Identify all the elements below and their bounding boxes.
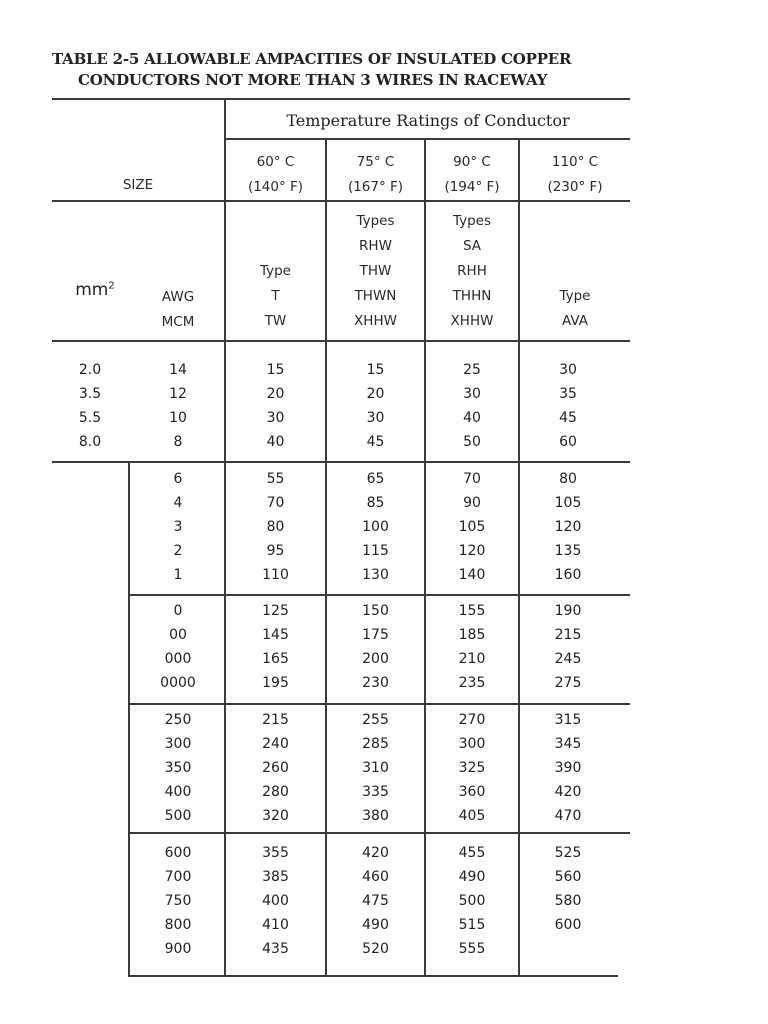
ampacity-75c-cell: 200 xyxy=(362,651,389,667)
ampacity-110c-cell: 470 xyxy=(554,808,582,824)
group-3-c110-column xyxy=(520,599,616,695)
mm2-cell: 8.0 xyxy=(78,434,102,450)
awg-cell: 0000 xyxy=(160,675,196,691)
ampacity-60c-cell: 145 xyxy=(262,627,289,643)
group-3-c90-column xyxy=(426,599,518,695)
group-1-mm2-column xyxy=(60,358,120,454)
ampacity-110c-cell: 190 xyxy=(554,603,582,619)
awg-cell: 250 xyxy=(164,712,192,728)
ampacity-60c-cell: 95 xyxy=(266,543,285,559)
temp-60-header xyxy=(226,150,325,200)
awg-cell: 700 xyxy=(164,869,192,885)
ampacity-75c-cell: 100 xyxy=(362,519,389,535)
ampacity-60c-cell: 125 xyxy=(262,603,289,619)
ampacity-75c-cell: 175 xyxy=(362,627,389,643)
type-75-line: XHHW xyxy=(354,313,397,329)
group-4-c75-column xyxy=(327,708,424,828)
ampacity-110c-cell: 45 xyxy=(559,410,577,426)
temp-90-c: 90° C xyxy=(453,154,491,170)
ampacity-60c-cell: 260 xyxy=(262,760,289,776)
awg-cell: 14 xyxy=(169,362,187,378)
rule-below-temps xyxy=(52,200,630,202)
temp-110-header xyxy=(520,150,630,200)
ampacity-110c-cell: 105 xyxy=(554,495,582,511)
ampacity-60c-cell: 240 xyxy=(262,736,289,752)
ampacity-75c-cell: 475 xyxy=(362,893,389,909)
group-3-awg-column xyxy=(132,599,224,695)
ampacity-60c-cell: 55 xyxy=(266,471,285,487)
ampacity-75c-cell: 285 xyxy=(362,736,389,752)
awg-cell: 00 xyxy=(169,627,187,643)
awg-label: AWG xyxy=(161,289,195,305)
type-75-line: THWN xyxy=(354,288,397,304)
awg-cell: 6 xyxy=(173,471,183,487)
ampacity-110c-cell xyxy=(520,937,616,961)
group-1-c90-column xyxy=(426,358,518,454)
ampacity-75c-cell: 490 xyxy=(362,917,389,933)
temp-75-header xyxy=(327,150,424,200)
ampacity-75c-cell: 460 xyxy=(362,869,389,885)
mm2-cell: 5.5 xyxy=(78,410,102,426)
ampacity-90c-cell: 455 xyxy=(458,845,486,861)
ampacity-75c-cell: 380 xyxy=(362,808,389,824)
type-90-header xyxy=(426,209,518,334)
type-90-line: THHN xyxy=(452,288,492,304)
ampacity-60c-cell: 400 xyxy=(262,893,289,909)
ampacity-60c-cell: 165 xyxy=(262,651,289,667)
group-4-awg-column xyxy=(132,708,224,828)
group-1-c110-column xyxy=(520,358,616,454)
ampacity-110c-cell: 390 xyxy=(554,760,582,776)
table-title-line-2: CONDUCTORS NOT MORE THAN 3 WIRES IN RACEWAY xyxy=(78,71,548,89)
awg-cell: 4 xyxy=(173,495,183,511)
ampacity-90c-cell: 25 xyxy=(463,362,481,378)
ampacity-75c-cell: 520 xyxy=(362,941,389,957)
ampacity-110c-cell: 80 xyxy=(559,471,577,487)
ampacity-75c-cell: 150 xyxy=(362,603,389,619)
ampacity-60c-cell: 320 xyxy=(262,808,289,824)
type-75-header xyxy=(327,209,424,334)
ampacity-90c-cell: 405 xyxy=(458,808,486,824)
rule-bottom xyxy=(128,975,618,977)
group-3-c60-column xyxy=(226,599,325,695)
temp-75-f: (167° F) xyxy=(347,179,404,195)
ampacity-110c-cell: 245 xyxy=(554,651,582,667)
awg-cell: 1 xyxy=(173,567,183,583)
ampacity-75c-cell: 30 xyxy=(366,410,385,426)
mm2-heading xyxy=(60,280,130,300)
type-90-line: SA xyxy=(462,238,482,254)
ampacity-75c-cell: 420 xyxy=(362,845,389,861)
awg-mcm-heading xyxy=(132,285,224,335)
temp-60-c: 60° C xyxy=(256,154,295,170)
ampacity-75c-cell: 20 xyxy=(366,386,385,402)
ampacity-75c-cell: 255 xyxy=(362,712,389,728)
ampacity-110c-cell: 60 xyxy=(559,434,577,450)
ampacity-75c-cell: 85 xyxy=(366,495,385,511)
ampacity-110c-cell: 600 xyxy=(554,917,582,933)
group-2-awg-column xyxy=(132,467,224,587)
rule-group-4 xyxy=(128,832,630,834)
ampacity-60c-cell: 110 xyxy=(262,567,289,583)
ampacity-110c-cell: 525 xyxy=(554,845,582,861)
ampacity-75c-cell: 310 xyxy=(362,760,389,776)
ampacity-110c-cell: 30 xyxy=(559,362,577,378)
temp-60-f: (140° F) xyxy=(247,179,304,195)
type-110-line: AVA xyxy=(562,313,588,329)
awg-cell: 000 xyxy=(164,651,192,667)
group-5-c110-column xyxy=(520,841,616,961)
ampacity-75c-cell: 15 xyxy=(366,362,385,378)
type-60-header xyxy=(226,259,325,334)
type-110-line: Type xyxy=(559,288,591,304)
ampacity-90c-cell: 515 xyxy=(458,917,486,933)
ampacity-60c-cell: 40 xyxy=(266,434,285,450)
ampacity-110c-cell: 560 xyxy=(554,869,582,885)
awg-cell: 8 xyxy=(173,434,183,450)
ampacity-110c-cell: 135 xyxy=(554,543,582,559)
ampacity-60c-cell: 195 xyxy=(262,675,289,691)
mm2-superscript: 2 xyxy=(108,280,115,292)
awg-cell: 500 xyxy=(164,808,192,824)
mm2-cell: 2.0 xyxy=(78,362,102,378)
awg-cell: 600 xyxy=(164,845,192,861)
type-60-line: TW xyxy=(264,313,287,329)
ampacity-75c-cell: 65 xyxy=(366,471,385,487)
awg-cell: 750 xyxy=(164,893,192,909)
group-1-c60-column xyxy=(226,358,325,454)
ampacity-60c-cell: 30 xyxy=(266,410,285,426)
group-5-awg-column xyxy=(132,841,224,961)
group-5-c75-column xyxy=(327,841,424,961)
ampacity-75c-cell: 335 xyxy=(362,784,389,800)
ampacity-90c-cell: 90 xyxy=(463,495,481,511)
ampacity-90c-cell: 140 xyxy=(458,567,486,583)
rule-v-awg xyxy=(128,461,130,975)
ampacity-60c-cell: 80 xyxy=(266,519,285,535)
temp-75-c: 75° C xyxy=(356,154,395,170)
ampacity-110c-cell: 315 xyxy=(554,712,582,728)
awg-cell: 12 xyxy=(169,386,187,402)
awg-cell: 300 xyxy=(164,736,192,752)
ampacity-60c-cell: 215 xyxy=(262,712,289,728)
ampacity-90c-cell: 120 xyxy=(458,543,486,559)
ampacity-60c-cell: 70 xyxy=(266,495,285,511)
awg-cell: 350 xyxy=(164,760,192,776)
ampacity-90c-cell: 500 xyxy=(458,893,486,909)
awg-cell: 3 xyxy=(173,519,183,535)
ampacity-90c-cell: 270 xyxy=(458,712,486,728)
ampacity-90c-cell: 360 xyxy=(458,784,486,800)
awg-cell: 0 xyxy=(173,603,183,619)
type-110-header xyxy=(520,284,630,334)
type-60-line: T xyxy=(271,288,280,304)
ampacity-60c-cell: 385 xyxy=(262,869,289,885)
ampacity-60c-cell: 280 xyxy=(262,784,289,800)
ampacity-110c-cell: 35 xyxy=(559,386,577,402)
ampacity-90c-cell: 50 xyxy=(463,434,481,450)
ampacity-90c-cell: 300 xyxy=(458,736,486,752)
group-2-c90-column xyxy=(426,467,518,587)
table-title xyxy=(52,50,622,89)
temp-90-header xyxy=(426,150,518,200)
rule-group-2 xyxy=(128,594,630,596)
awg-cell: 10 xyxy=(169,410,187,426)
temperature-ratings-heading: Temperature Ratings of Conductor xyxy=(286,111,570,130)
mm2-label: mm xyxy=(75,280,109,300)
type-90-line: RHH xyxy=(457,263,487,279)
group-4-c60-column xyxy=(226,708,325,828)
ampacity-90c-cell: 555 xyxy=(458,941,486,957)
temp-90-f: (194° F) xyxy=(444,179,500,195)
type-60-line: Type xyxy=(259,263,291,279)
awg-cell: 2 xyxy=(173,543,183,559)
size-heading: SIZE xyxy=(122,177,154,193)
ampacity-60c-cell: 410 xyxy=(262,917,289,933)
ampacity-90c-cell: 40 xyxy=(463,410,481,426)
type-90-line: XHHW xyxy=(450,313,494,329)
ampacity-75c-cell: 130 xyxy=(362,567,389,583)
ampacity-110c-cell: 580 xyxy=(554,893,582,909)
ampacity-110c-cell: 420 xyxy=(554,784,582,800)
awg-cell: 400 xyxy=(164,784,192,800)
rule-top xyxy=(52,98,630,100)
group-4-c110-column xyxy=(520,708,616,828)
group-2-c75-column xyxy=(327,467,424,587)
ampacity-90c-cell: 325 xyxy=(458,760,486,776)
ampacity-90c-cell: 185 xyxy=(458,627,486,643)
ampacity-75c-cell: 45 xyxy=(366,434,385,450)
group-1-awg-column xyxy=(132,358,224,454)
ampacity-60c-cell: 355 xyxy=(262,845,289,861)
temp-110-f: (230° F) xyxy=(547,179,603,195)
group-2-c110-column xyxy=(520,467,616,587)
group-5-c60-column xyxy=(226,841,325,961)
type-90-line: Types xyxy=(452,213,492,229)
awg-cell: 800 xyxy=(164,917,192,933)
group-4-c90-column xyxy=(426,708,518,828)
ampacity-110c-cell: 345 xyxy=(554,736,582,752)
ampacity-110c-cell: 275 xyxy=(554,675,582,691)
group-1-c75-column xyxy=(327,358,424,454)
group-2-c60-column xyxy=(226,467,325,587)
group-5-c90-column xyxy=(426,841,518,961)
temp-110-c: 110° C xyxy=(551,154,599,170)
ampacity-90c-cell: 210 xyxy=(458,651,486,667)
rule-group-3 xyxy=(128,703,630,705)
rule-group-1 xyxy=(52,461,630,463)
ampacity-110c-cell: 215 xyxy=(554,627,582,643)
mcm-label: MCM xyxy=(161,314,195,330)
type-75-line: Types xyxy=(356,213,395,229)
ampacity-90c-cell: 155 xyxy=(458,603,486,619)
ampacity-110c-cell: 160 xyxy=(554,567,582,583)
table-title-line-1: TABLE 2-5 ALLOWABLE AMPACITIES OF INSULATED COPPER xyxy=(52,50,572,68)
ampacity-90c-cell: 235 xyxy=(458,675,486,691)
rule-below-types xyxy=(52,340,630,342)
rule-temp-header xyxy=(226,138,630,140)
mm2-cell: 3.5 xyxy=(78,386,102,402)
ampacity-60c-cell: 435 xyxy=(262,941,289,957)
ampacity-90c-cell: 30 xyxy=(463,386,481,402)
ampacity-60c-cell: 15 xyxy=(266,362,285,378)
ampacity-90c-cell: 105 xyxy=(458,519,486,535)
ampacity-75c-cell: 230 xyxy=(362,675,389,691)
ampacity-110c-cell: 120 xyxy=(554,519,582,535)
awg-cell: 900 xyxy=(164,941,192,957)
type-75-line: THW xyxy=(359,263,392,279)
ampacity-90c-cell: 70 xyxy=(463,471,481,487)
ampacity-90c-cell: 490 xyxy=(458,869,486,885)
ampacity-60c-cell: 20 xyxy=(266,386,285,402)
type-75-line: RHW xyxy=(359,238,392,254)
group-3-c75-column xyxy=(327,599,424,695)
ampacity-75c-cell: 115 xyxy=(362,543,389,559)
